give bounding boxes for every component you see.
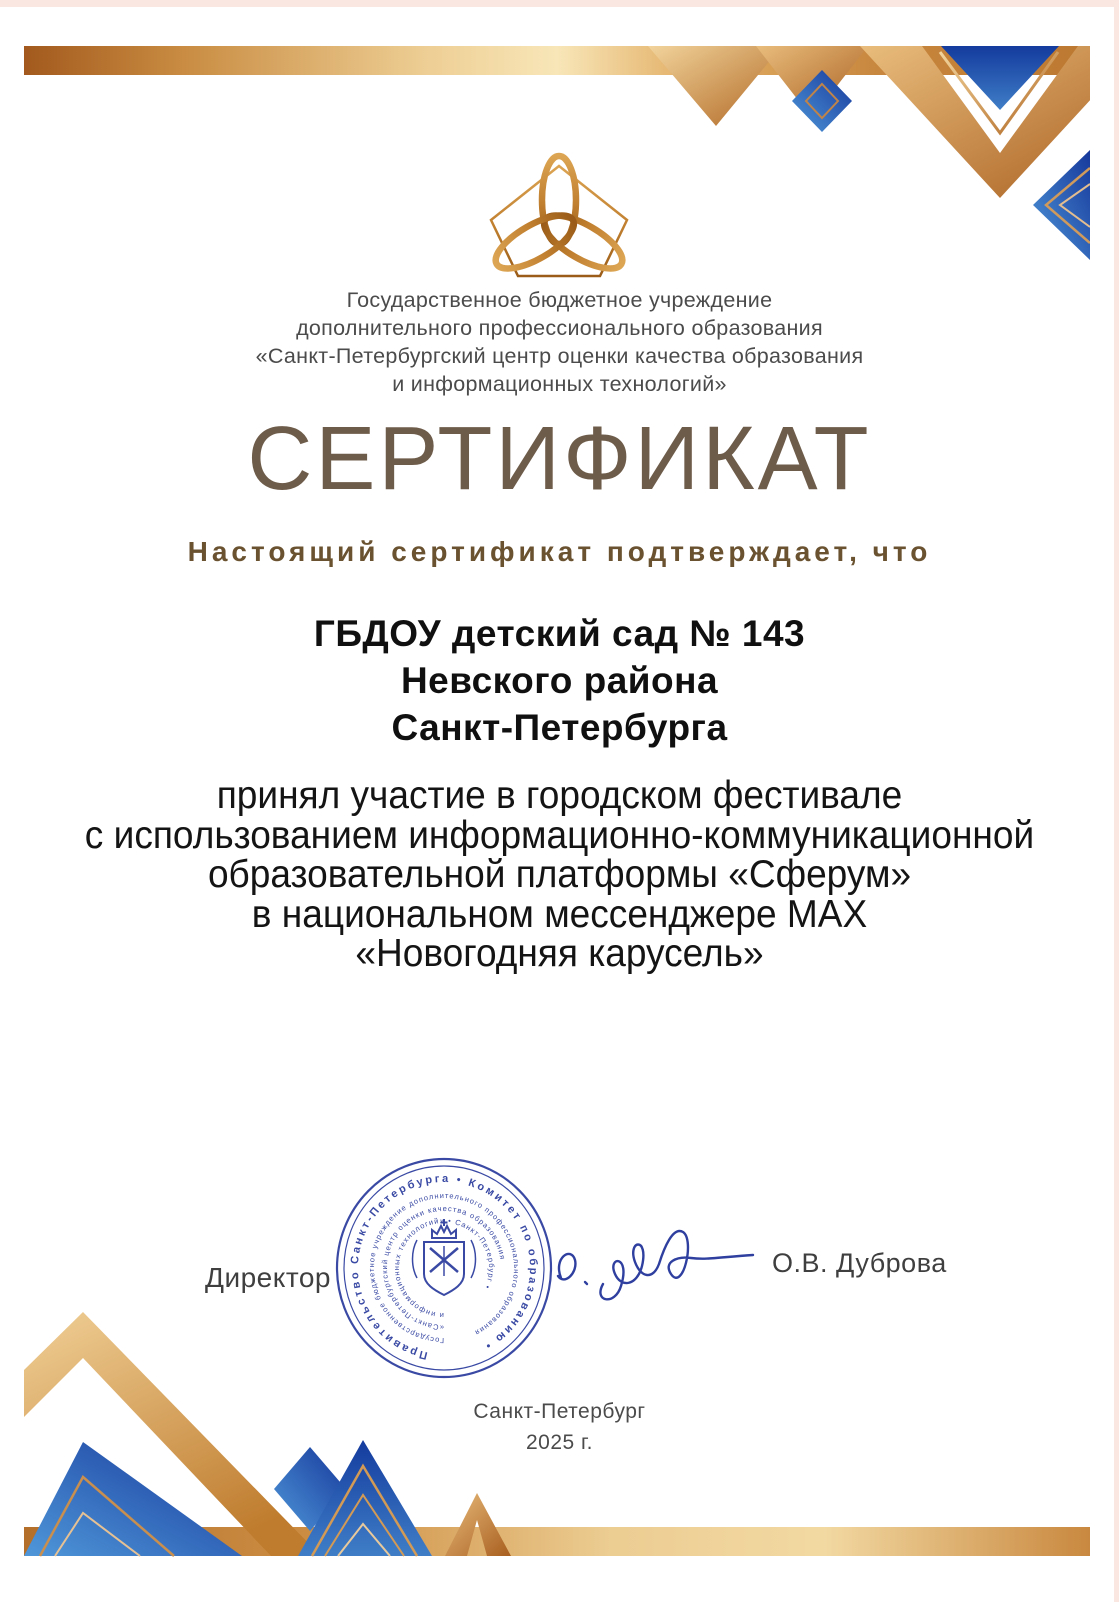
certificate-title: СЕРТИФИКАТ <box>247 409 872 509</box>
triquetra-emblem-icon <box>478 152 640 284</box>
participation-text <box>28 776 1091 974</box>
signer-name: О.В. Дуброва <box>772 1248 947 1278</box>
recipient-line: ГБДОУ детский сад № 143 <box>313 613 806 654</box>
gold-triangle-decor <box>648 46 782 126</box>
participation-line: в национальном мессенджере MAX <box>251 892 868 936</box>
stamp-outer-ring-text: Правительство Санкт-Петербурга • Комитет по образованию • <box>348 1172 540 1362</box>
recipient-name <box>0 610 1119 751</box>
participation-line: «Новогодняя карусель» <box>355 932 764 975</box>
stamp-inner-ring-text: и информационных технологий» • Санкт-Петербург • <box>391 1215 497 1321</box>
footer-city: Санкт-Петербург <box>473 1400 646 1423</box>
org-name-line: дополнительного профессионального образования <box>296 316 823 340</box>
org-name-line: и информационных технологий» <box>392 372 727 396</box>
org-name-line: «Санкт-Петербургский центр оценки качества образования <box>255 344 864 368</box>
recipient-line: Невского района <box>400 660 719 701</box>
confirmation-subtitle: Настоящий сертификат подтверждает, что <box>187 536 932 567</box>
participation-line: принял участие в городском фестивале <box>216 774 903 817</box>
participation-line: с использованием информационно-коммуникационной <box>84 813 1035 857</box>
participation-line: образовательной платформы «Сферум» <box>207 853 912 896</box>
org-name-line: Государственное бюджетное учреждение <box>346 288 773 312</box>
stamp-inner-ring-text: «Санкт-Петербургский центр оценки качества образования <box>379 1203 508 1333</box>
organization-name <box>0 286 1119 398</box>
bottom-decoration <box>0 1270 1119 1602</box>
footer-year: 2025 г. <box>526 1431 593 1454</box>
recipient-line: Санкт-Петербурга <box>391 707 728 748</box>
pentagon-outline <box>491 166 627 276</box>
stamp-inner-ring-text: Государственное бюджетное учреждение дополнительного профессионального образования <box>366 1190 522 1346</box>
director-label: Директор <box>205 1262 331 1293</box>
